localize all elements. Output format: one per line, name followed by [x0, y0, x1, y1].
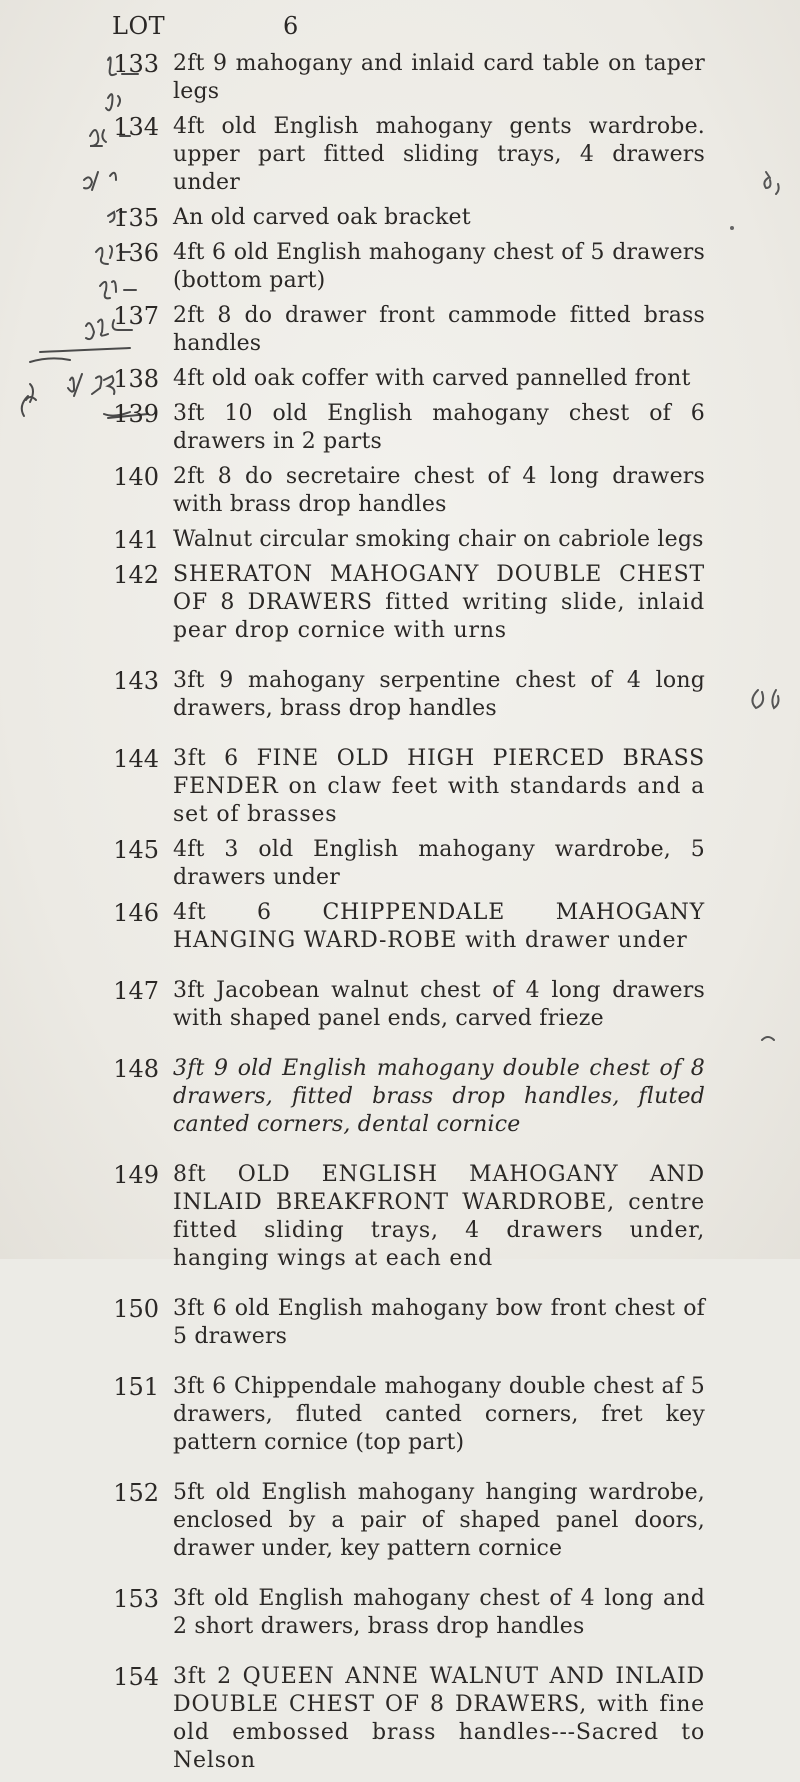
lot-entry	[0, 50, 800, 106]
lot-entry	[0, 745, 800, 829]
lot-entry	[0, 899, 800, 955]
lot-entry	[0, 977, 800, 1033]
lot-description: 4ft old oak coffer with carved pannelled front	[173, 366, 691, 391]
lot-column-heading: LOT	[112, 12, 166, 40]
lot-description: Walnut circular smoking chair on cabriole legs	[173, 527, 704, 552]
lot-entry	[0, 1055, 800, 1139]
lot-number: 136	[113, 239, 159, 267]
lot-number: 137	[113, 302, 159, 330]
lot-description: 2ft 8 do drawer front cammode fitted brass handles	[173, 303, 705, 356]
lot-number: 134	[113, 113, 159, 141]
lot-number: 138	[113, 365, 159, 393]
lot-entry	[0, 1479, 800, 1563]
lot-description: An old carved oak bracket	[173, 205, 471, 230]
lot-description: 2ft 9 mahogany and inlaid card table on taper legs	[173, 51, 705, 104]
lot-number: 141	[113, 526, 159, 554]
lot-entry	[0, 400, 800, 456]
lot-number: 149	[113, 1161, 159, 1189]
lot-number: 142	[113, 561, 159, 589]
lot-description: 3ft 9 mahogany serpentine chest of 4 long drawers, brass drop handles	[173, 668, 705, 721]
lot-description: 2ft 8 do secretaire chest of 4 long drawers with brass drop handles	[173, 464, 705, 517]
page-number: 6	[283, 12, 299, 40]
lot-description: 3ft 6 FINE OLD HIGH PIERCED BRASS FENDER on claw feet with standards and a set of brasses	[173, 746, 705, 827]
lot-description: 3ft 9 old English mahogany double chest of 8 drawers, fitted brass drop handles, fluted canted corners, dental cornice	[173, 1056, 705, 1137]
page-header	[0, 12, 800, 52]
lot-number: 151	[113, 1373, 159, 1401]
lot-description: 3ft old English mahogany chest of 4 long and 2 short drawers, brass drop handles	[173, 1586, 705, 1639]
lot-number: 154	[113, 1663, 159, 1691]
lot-description: 3ft Jacobean walnut chest of 4 long drawers with shaped panel ends, carved frieze	[173, 978, 705, 1031]
lot-number: 145	[113, 836, 159, 864]
lot-description: 3ft 6 Chippendale mahogany double chest af 5 drawers, fluted canted corners, fret key pattern cornice (top part)	[173, 1374, 705, 1455]
lot-entry	[0, 561, 800, 645]
lot-number: 143	[113, 667, 159, 695]
lot-number: 150	[113, 1295, 159, 1323]
lot-number: 135	[113, 204, 159, 232]
lot-entry	[0, 365, 800, 393]
lot-entry	[0, 1585, 800, 1641]
lot-entry	[0, 1161, 800, 1273]
lot-description: SHERATON MAHOGANY DOUBLE CHEST OF 8 DRAWERS fitted writing slide, inlaid pear drop cornice with urns	[173, 562, 705, 643]
lot-description: 4ft 3 old English mahogany wardrobe, 5 drawers under	[173, 837, 705, 890]
lot-entry	[0, 113, 800, 197]
lot-entry	[0, 1373, 800, 1457]
lot-description: 3ft 10 old English mahogany chest of 6 drawers in 2 parts	[173, 401, 705, 454]
lot-number: 152	[113, 1479, 159, 1507]
lot-number: 147	[113, 977, 159, 1005]
lot-entry	[0, 836, 800, 892]
lot-number: 133	[113, 50, 159, 78]
lot-number: 144	[113, 745, 159, 773]
lot-number: 139	[113, 400, 159, 428]
lot-description: 4ft 6 CHIPPENDALE MAHOGANY HANGING WARD-ROBE with drawer under	[173, 900, 705, 953]
lot-description: 4ft old English mahogany gents wardrobe. upper part fitted sliding trays, 4 drawers under	[173, 114, 705, 195]
lot-entry	[0, 526, 800, 554]
lot-number: 153	[113, 1585, 159, 1613]
lot-number: 140	[113, 463, 159, 491]
lot-number: 146	[113, 899, 159, 927]
lot-entry	[0, 239, 800, 295]
lot-description: 4ft 6 old English mahogany chest of 5 drawers (bottom part)	[173, 240, 705, 293]
lot-entry	[0, 1295, 800, 1351]
lot-description: 3ft 6 old English mahogany bow front chest of 5 drawers	[173, 1296, 705, 1349]
lot-entry	[0, 204, 800, 232]
lot-description: 3ft 2 QUEEN ANNE WALNUT AND INLAID DOUBLE CHEST OF 8 DRAWERS, with fine old embossed brass handles---Sacred to Nelson	[173, 1664, 705, 1773]
lot-description: 5ft old English mahogany hanging wardrobe, enclosed by a pair of shaped panel doors, drawer under, key pattern cornice	[173, 1480, 705, 1561]
lot-list	[0, 50, 800, 1782]
lot-description: 8ft OLD ENGLISH MAHOGANY AND INLAID BREAKFRONT WARDROBE, centre fitted sliding trays, 4 drawers under, hanging wings at each end	[173, 1162, 705, 1271]
lot-entry	[0, 463, 800, 519]
lot-number: 148	[113, 1055, 159, 1083]
lot-entry	[0, 667, 800, 723]
lot-entry	[0, 1663, 800, 1775]
lot-entry	[0, 302, 800, 358]
